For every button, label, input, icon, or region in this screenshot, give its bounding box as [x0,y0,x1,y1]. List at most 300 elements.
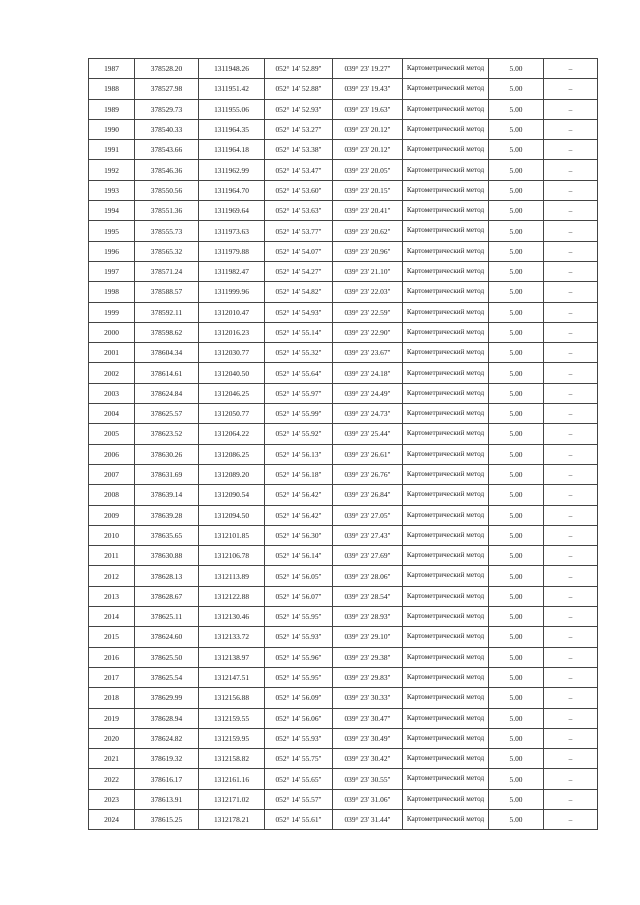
method-cell: Картометрический метод [403,404,489,424]
x-coordinate-cell: 378555.73 [135,221,199,241]
y-coordinate-cell: 1312159.55 [199,708,265,728]
latitude-cell: 052° 14' 53.77" [265,221,333,241]
note-cell: – [544,180,598,200]
y-coordinate-cell: 1311964.70 [199,180,265,200]
longitude-cell: 039° 23' 25.44" [333,424,403,444]
method-cell: Картометрический метод [403,566,489,586]
note-cell: – [544,667,598,687]
note-cell: – [544,119,598,139]
note-cell: – [544,586,598,606]
note-cell: – [544,302,598,322]
point-number-cell: 1990 [89,119,135,139]
y-coordinate-cell: 1311964.35 [199,119,265,139]
longitude-cell: 039° 23' 27.05" [333,505,403,525]
note-cell: – [544,525,598,545]
note-cell: – [544,464,598,484]
y-coordinate-cell: 1312158.82 [199,749,265,769]
table-row [89,59,598,79]
x-coordinate-cell: 378630.88 [135,546,199,566]
x-coordinate-cell: 378631.69 [135,464,199,484]
note-cell: – [544,505,598,525]
latitude-cell: 052° 14' 55.61" [265,809,333,829]
latitude-cell: 052° 14' 53.38" [265,140,333,160]
x-coordinate-cell: 378565.32 [135,241,199,261]
x-coordinate-cell: 378623.52 [135,424,199,444]
x-coordinate-cell: 378625.54 [135,667,199,687]
method-cell: Картометрический метод [403,647,489,667]
y-coordinate-cell: 1312010.47 [199,302,265,322]
latitude-cell: 052° 14' 56.07" [265,586,333,606]
point-number-cell: 2017 [89,667,135,687]
latitude-cell: 052° 14' 55.93" [265,728,333,748]
point-number-cell: 1997 [89,261,135,281]
note-cell: – [544,444,598,464]
y-coordinate-cell: 1312046.25 [199,383,265,403]
table-row [89,464,598,484]
accuracy-cell: 5.00 [489,485,544,505]
point-number-cell: 1987 [89,59,135,79]
note-cell: – [544,546,598,566]
longitude-cell: 039° 23' 29.83" [333,667,403,687]
point-number-cell: 2005 [89,424,135,444]
y-coordinate-cell: 1312113.89 [199,566,265,586]
method-cell: Картометрический метод [403,607,489,627]
x-coordinate-cell: 378614.61 [135,363,199,383]
table-row [89,160,598,180]
table-row [89,769,598,789]
latitude-cell: 052° 14' 55.57" [265,789,333,809]
point-number-cell: 2018 [89,688,135,708]
table-row [89,119,598,139]
longitude-cell: 039° 23' 22.90" [333,322,403,342]
accuracy-cell: 5.00 [489,525,544,545]
longitude-cell: 039° 23' 23.67" [333,343,403,363]
accuracy-cell: 5.00 [489,383,544,403]
longitude-cell: 039° 23' 29.38" [333,647,403,667]
latitude-cell: 052° 14' 55.75" [265,749,333,769]
accuracy-cell: 5.00 [489,464,544,484]
note-cell: – [544,140,598,160]
x-coordinate-cell: 378588.57 [135,282,199,302]
accuracy-cell: 5.00 [489,769,544,789]
longitude-cell: 039° 23' 20.15" [333,180,403,200]
y-coordinate-cell: 1312161.16 [199,769,265,789]
accuracy-cell: 5.00 [489,789,544,809]
x-coordinate-cell: 378625.11 [135,607,199,627]
x-coordinate-cell: 378629.99 [135,688,199,708]
x-coordinate-cell: 378592.11 [135,302,199,322]
x-coordinate-cell: 378628.13 [135,566,199,586]
table-row [89,525,598,545]
latitude-cell: 052° 14' 53.47" [265,160,333,180]
accuracy-cell: 5.00 [489,505,544,525]
latitude-cell: 052° 14' 52.93" [265,99,333,119]
note-cell: – [544,607,598,627]
method-cell: Картометрический метод [403,546,489,566]
note-cell: – [544,241,598,261]
method-cell: Картометрический метод [403,525,489,545]
x-coordinate-cell: 378624.60 [135,627,199,647]
method-cell: Картометрический метод [403,180,489,200]
point-number-cell: 1992 [89,160,135,180]
note-cell: – [544,627,598,647]
point-number-cell: 2011 [89,546,135,566]
note-cell: – [544,282,598,302]
table-row [89,444,598,464]
y-coordinate-cell: 1311951.42 [199,79,265,99]
accuracy-cell: 5.00 [489,343,544,363]
accuracy-cell: 5.00 [489,99,544,119]
method-cell: Картометрический метод [403,302,489,322]
method-cell: Картометрический метод [403,201,489,221]
method-cell: Картометрический метод [403,505,489,525]
x-coordinate-cell: 378619.32 [135,749,199,769]
accuracy-cell: 5.00 [489,201,544,221]
y-coordinate-cell: 1312138.97 [199,647,265,667]
latitude-cell: 052° 14' 55.65" [265,769,333,789]
method-cell: Картометрический метод [403,728,489,748]
longitude-cell: 039° 23' 19.27" [333,59,403,79]
accuracy-cell: 5.00 [489,728,544,748]
x-coordinate-cell: 378551.36 [135,201,199,221]
accuracy-cell: 5.00 [489,180,544,200]
note-cell: – [544,566,598,586]
point-number-cell: 1993 [89,180,135,200]
method-cell: Картометрический метод [403,343,489,363]
accuracy-cell: 5.00 [489,627,544,647]
longitude-cell: 039° 23' 30.47" [333,708,403,728]
point-number-cell: 2023 [89,789,135,809]
latitude-cell: 052° 14' 56.13" [265,444,333,464]
note-cell: – [544,809,598,829]
point-number-cell: 2003 [89,383,135,403]
note-cell: – [544,647,598,667]
table-row [89,180,598,200]
note-cell: – [544,749,598,769]
point-number-cell: 2013 [89,586,135,606]
x-coordinate-cell: 378540.33 [135,119,199,139]
x-coordinate-cell: 378630.26 [135,444,199,464]
y-coordinate-cell: 1312030.77 [199,343,265,363]
method-cell: Картометрический метод [403,769,489,789]
note-cell: – [544,728,598,748]
longitude-cell: 039° 23' 29.10" [333,627,403,647]
y-coordinate-cell: 1311948.26 [199,59,265,79]
method-cell: Картометрический метод [403,667,489,687]
y-coordinate-cell: 1312064.22 [199,424,265,444]
point-number-cell: 1989 [89,99,135,119]
table-row [89,485,598,505]
point-number-cell: 2015 [89,627,135,647]
method-cell: Картометрический метод [403,241,489,261]
point-number-cell: 1988 [89,79,135,99]
point-number-cell: 2012 [89,566,135,586]
accuracy-cell: 5.00 [489,221,544,241]
latitude-cell: 052° 14' 56.09" [265,688,333,708]
longitude-cell: 039° 23' 20.41" [333,201,403,221]
method-cell: Картометрический метод [403,119,489,139]
method-cell: Картометрический метод [403,627,489,647]
table-row [89,566,598,586]
latitude-cell: 052° 14' 54.93" [265,302,333,322]
x-coordinate-cell: 378624.84 [135,383,199,403]
accuracy-cell: 5.00 [489,282,544,302]
latitude-cell: 052° 14' 56.05" [265,566,333,586]
table-row [89,99,598,119]
note-cell: – [544,383,598,403]
table-row [89,79,598,99]
longitude-cell: 039° 23' 26.76" [333,464,403,484]
method-cell: Картометрический метод [403,708,489,728]
latitude-cell: 052° 14' 52.88" [265,79,333,99]
y-coordinate-cell: 1311962.99 [199,160,265,180]
accuracy-cell: 5.00 [489,667,544,687]
x-coordinate-cell: 378628.94 [135,708,199,728]
table-row [89,261,598,281]
point-number-cell: 2006 [89,444,135,464]
x-coordinate-cell: 378615.25 [135,809,199,829]
note-cell: – [544,769,598,789]
longitude-cell: 039° 23' 28.06" [333,566,403,586]
y-coordinate-cell: 1311999.96 [199,282,265,302]
point-number-cell: 2008 [89,485,135,505]
method-cell: Картометрический метод [403,59,489,79]
y-coordinate-cell: 1312086.25 [199,444,265,464]
latitude-cell: 052° 14' 55.95" [265,607,333,627]
coordinates-table [88,58,598,830]
point-number-cell: 1998 [89,282,135,302]
point-number-cell: 2009 [89,505,135,525]
accuracy-cell: 5.00 [489,241,544,261]
x-coordinate-cell: 378550.56 [135,180,199,200]
method-cell: Картометрический метод [403,79,489,99]
method-cell: Картометрический метод [403,261,489,281]
accuracy-cell: 5.00 [489,546,544,566]
method-cell: Картометрический метод [403,99,489,119]
method-cell: Картометрический метод [403,749,489,769]
note-cell: – [544,424,598,444]
coordinates-sheet [88,58,597,830]
x-coordinate-cell: 378639.28 [135,505,199,525]
x-coordinate-cell: 378571.24 [135,261,199,281]
method-cell: Картометрический метод [403,383,489,403]
latitude-cell: 052° 14' 55.95" [265,667,333,687]
point-number-cell: 2000 [89,322,135,342]
method-cell: Картометрический метод [403,688,489,708]
x-coordinate-cell: 378639.14 [135,485,199,505]
note-cell: – [544,404,598,424]
longitude-cell: 039° 23' 27.43" [333,525,403,545]
table-row [89,140,598,160]
latitude-cell: 052° 14' 56.06" [265,708,333,728]
x-coordinate-cell: 378543.66 [135,140,199,160]
y-coordinate-cell: 1312050.77 [199,404,265,424]
y-coordinate-cell: 1312133.72 [199,627,265,647]
longitude-cell: 039° 23' 22.03" [333,282,403,302]
table-row [89,505,598,525]
longitude-cell: 039° 23' 20.05" [333,160,403,180]
accuracy-cell: 5.00 [489,302,544,322]
longitude-cell: 039° 23' 22.59" [333,302,403,322]
accuracy-cell: 5.00 [489,59,544,79]
x-coordinate-cell: 378616.17 [135,769,199,789]
accuracy-cell: 5.00 [489,647,544,667]
accuracy-cell: 5.00 [489,79,544,99]
table-row [89,241,598,261]
table-row [89,546,598,566]
table-row [89,302,598,322]
y-coordinate-cell: 1311964.18 [199,140,265,160]
accuracy-cell: 5.00 [489,140,544,160]
point-number-cell: 1995 [89,221,135,241]
note-cell: – [544,789,598,809]
table-row [89,404,598,424]
latitude-cell: 052° 14' 56.42" [265,485,333,505]
table-row [89,789,598,809]
note-cell: – [544,688,598,708]
y-coordinate-cell: 1312016.23 [199,322,265,342]
table-row [89,363,598,383]
note-cell: – [544,708,598,728]
x-coordinate-cell: 378625.57 [135,404,199,424]
longitude-cell: 039° 23' 20.62" [333,221,403,241]
accuracy-cell: 5.00 [489,586,544,606]
method-cell: Картометрический метод [403,809,489,829]
point-number-cell: 1994 [89,201,135,221]
latitude-cell: 052° 14' 55.92" [265,424,333,444]
longitude-cell: 039° 23' 24.73" [333,404,403,424]
method-cell: Картометрический метод [403,464,489,484]
method-cell: Картометрический метод [403,444,489,464]
method-cell: Картометрический метод [403,221,489,241]
latitude-cell: 052° 14' 56.14" [265,546,333,566]
accuracy-cell: 5.00 [489,160,544,180]
accuracy-cell: 5.00 [489,119,544,139]
latitude-cell: 052° 14' 55.32" [265,343,333,363]
y-coordinate-cell: 1312156.88 [199,688,265,708]
longitude-cell: 039° 23' 28.93" [333,607,403,627]
accuracy-cell: 5.00 [489,688,544,708]
accuracy-cell: 5.00 [489,363,544,383]
x-coordinate-cell: 378613.91 [135,789,199,809]
method-cell: Картометрический метод [403,424,489,444]
latitude-cell: 052° 14' 56.42" [265,505,333,525]
accuracy-cell: 5.00 [489,424,544,444]
accuracy-cell: 5.00 [489,749,544,769]
accuracy-cell: 5.00 [489,404,544,424]
table-row [89,749,598,769]
coordinates-table-body [89,59,598,830]
longitude-cell: 039° 23' 19.63" [333,99,403,119]
x-coordinate-cell: 378529.73 [135,99,199,119]
table-row [89,383,598,403]
x-coordinate-cell: 378604.34 [135,343,199,363]
table-row [89,627,598,647]
y-coordinate-cell: 1311969.64 [199,201,265,221]
table-row [89,424,598,444]
method-cell: Картометрический метод [403,322,489,342]
longitude-cell: 039° 23' 28.54" [333,586,403,606]
y-coordinate-cell: 1312090.54 [199,485,265,505]
latitude-cell: 052° 14' 55.99" [265,404,333,424]
accuracy-cell: 5.00 [489,322,544,342]
longitude-cell: 039° 23' 20.96" [333,241,403,261]
point-number-cell: 2022 [89,769,135,789]
table-row [89,667,598,687]
x-coordinate-cell: 378528.20 [135,59,199,79]
table-row [89,201,598,221]
table-row [89,809,598,829]
note-cell: – [544,201,598,221]
point-number-cell: 2010 [89,525,135,545]
method-cell: Картометрический метод [403,140,489,160]
y-coordinate-cell: 1312171.02 [199,789,265,809]
longitude-cell: 039° 23' 20.12" [333,119,403,139]
accuracy-cell: 5.00 [489,261,544,281]
x-coordinate-cell: 378635.65 [135,525,199,545]
latitude-cell: 052° 14' 53.63" [265,201,333,221]
accuracy-cell: 5.00 [489,809,544,829]
longitude-cell: 039° 23' 30.33" [333,688,403,708]
latitude-cell: 052° 14' 54.27" [265,261,333,281]
note-cell: – [544,261,598,281]
latitude-cell: 052° 14' 56.30" [265,525,333,545]
latitude-cell: 052° 14' 54.07" [265,241,333,261]
table-row [89,607,598,627]
accuracy-cell: 5.00 [489,607,544,627]
point-number-cell: 1999 [89,302,135,322]
point-number-cell: 2014 [89,607,135,627]
note-cell: – [544,79,598,99]
x-coordinate-cell: 378625.50 [135,647,199,667]
method-cell: Картометрический метод [403,789,489,809]
table-row [89,322,598,342]
longitude-cell: 039° 23' 31.44" [333,809,403,829]
y-coordinate-cell: 1311982.47 [199,261,265,281]
latitude-cell: 052° 14' 54.82" [265,282,333,302]
longitude-cell: 039° 23' 24.49" [333,383,403,403]
method-cell: Картометрический метод [403,363,489,383]
latitude-cell: 052° 14' 55.93" [265,627,333,647]
latitude-cell: 052° 14' 55.97" [265,383,333,403]
longitude-cell: 039° 23' 21.10" [333,261,403,281]
x-coordinate-cell: 378624.82 [135,728,199,748]
table-row [89,282,598,302]
accuracy-cell: 5.00 [489,708,544,728]
y-coordinate-cell: 1312147.51 [199,667,265,687]
table-row [89,728,598,748]
method-cell: Картометрический метод [403,160,489,180]
point-number-cell: 2020 [89,728,135,748]
note-cell: – [544,99,598,119]
x-coordinate-cell: 378628.67 [135,586,199,606]
y-coordinate-cell: 1312094.50 [199,505,265,525]
y-coordinate-cell: 1311973.63 [199,221,265,241]
point-number-cell: 2001 [89,343,135,363]
table-row [89,708,598,728]
accuracy-cell: 5.00 [489,566,544,586]
latitude-cell: 052° 14' 55.96" [265,647,333,667]
latitude-cell: 052° 14' 53.60" [265,180,333,200]
latitude-cell: 052° 14' 55.14" [265,322,333,342]
x-coordinate-cell: 378598.62 [135,322,199,342]
note-cell: – [544,343,598,363]
y-coordinate-cell: 1312101.85 [199,525,265,545]
table-row [89,647,598,667]
point-number-cell: 2024 [89,809,135,829]
x-coordinate-cell: 378546.36 [135,160,199,180]
y-coordinate-cell: 1312159.95 [199,728,265,748]
